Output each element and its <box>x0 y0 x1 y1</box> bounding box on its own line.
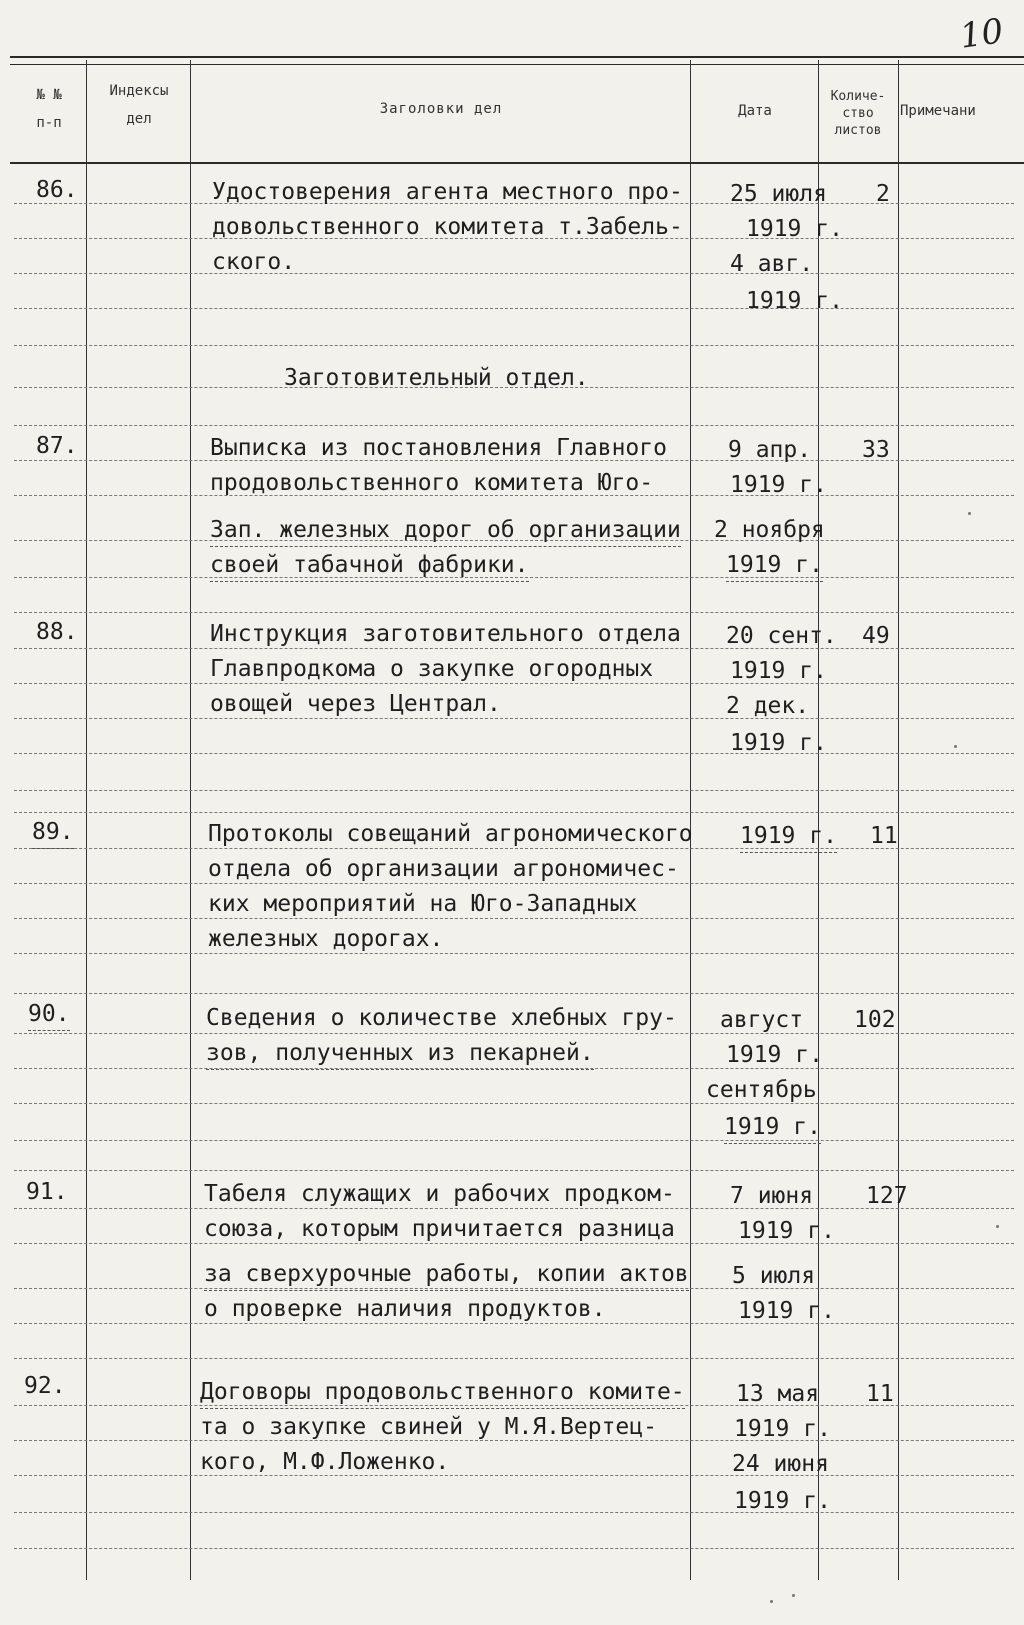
entry-number: 88. <box>36 619 78 645</box>
entry-sheet-count: 49 <box>862 623 890 649</box>
entry-date: 1919 г. <box>740 822 837 853</box>
page-number: 10 <box>957 11 1006 57</box>
entry-title-line: продовольственного комитета Юго- <box>210 470 654 496</box>
entry-date: 1919 г. <box>730 472 827 498</box>
entry-date: 1919 г. <box>724 1113 821 1144</box>
entry-title-line: Протоколы совещаний агрономического <box>208 821 693 847</box>
header-notes: Примечани <box>900 103 976 119</box>
entry-title-line: Табеля служащих и рабочих продком- <box>204 1181 675 1207</box>
entry-title-line: Сведения о количестве хлебных гру- <box>206 1005 677 1031</box>
entry-date: сентябрь <box>706 1077 817 1103</box>
entry-date: 1919 г. <box>734 1416 831 1442</box>
entry-date: 1919 г. <box>726 551 823 582</box>
entry-sheet-count: 127 <box>866 1183 908 1209</box>
header-date: Дата <box>738 103 772 119</box>
entry-title-line: союза, которым причитается разница <box>204 1216 675 1242</box>
entry-date: 5 июля <box>732 1263 816 1289</box>
entry-date: 4 авг. <box>730 251 814 277</box>
entry-title-line: зов, полученных из пекарней. <box>206 1039 594 1070</box>
entry-date: 13 мая <box>736 1381 820 1407</box>
column-divider <box>898 60 899 1580</box>
entry-date: 2 ноября <box>714 517 825 543</box>
entry-date: 1919 г. <box>730 658 827 684</box>
entry-date: 7 июня <box>730 1183 814 1209</box>
header-index: Индексы дел <box>109 83 169 127</box>
entry-number: 91. <box>26 1179 68 1205</box>
entry-title-line: ского. <box>212 249 296 275</box>
entry-title-line: о проверке наличия продуктов. <box>204 1296 606 1322</box>
header-titles: Заголовки дел <box>379 101 503 117</box>
entry-title-line: Удостоверения агента местного про- <box>212 179 683 205</box>
entry-date: 25 июля <box>730 181 827 207</box>
entry-date: 1919 г. <box>746 288 843 314</box>
entry-number: 89. <box>32 818 74 849</box>
entry-title-line: своей табачной фабрики. <box>210 551 529 582</box>
entry-number: 87. <box>36 433 78 459</box>
entry-sheet-count: 11 <box>866 1381 894 1407</box>
column-divider <box>190 60 191 1580</box>
entry-number: 92. <box>24 1373 66 1399</box>
entry-number: 86. <box>36 177 78 203</box>
entry-date: 1919 г. <box>746 216 843 242</box>
entry-title-line: Зап. железных дорог об организации <box>210 516 681 547</box>
header-sheet-count: Количе- ство листов <box>830 89 886 138</box>
entry-date: 2 дек. <box>726 693 810 719</box>
table-top-border-inner <box>10 64 1024 65</box>
entry-title-line: ких мероприятий на Юго-Западных <box>208 891 638 917</box>
entry-title-line: Выписка из постановления Главного <box>210 435 667 461</box>
entry-title-line: за сверхурочные работы, копии актов <box>204 1260 689 1291</box>
header-bottom-border <box>10 162 1024 164</box>
section-heading: Заготовительный отдел. <box>284 365 589 391</box>
entry-title-line: кого, М.Ф.Ложенко. <box>200 1449 450 1475</box>
entry-date: 1919 г. <box>738 1298 835 1324</box>
entry-title-line: Инструкция заготовительного отдела <box>210 621 681 647</box>
entry-title-line: отдела об организации агрономичес- <box>208 856 679 882</box>
entry-sheet-count: 11 <box>870 823 898 849</box>
entry-title-line: железных дорогах. <box>208 926 444 952</box>
entry-date: 1919 г. <box>734 1488 831 1514</box>
entry-sheet-count: 33 <box>862 437 890 463</box>
entry-title-line: довольственного комитета т.Забель- <box>212 214 683 240</box>
entry-title-line: Главпродкома о закупке огородных <box>210 656 654 682</box>
table-top-border <box>10 56 1024 58</box>
column-divider <box>86 60 87 1580</box>
entry-sheet-count: 2 <box>876 181 890 207</box>
entry-title-line: Договоры продовольственного комите- <box>200 1378 685 1409</box>
entry-title-line: та о закупке свиней у М.Я.Вертец- <box>200 1414 657 1440</box>
entry-date: 9 апр. <box>728 437 812 463</box>
entry-date: 24 июня <box>732 1451 829 1477</box>
entry-date: 1919 г. <box>730 730 827 756</box>
header-num: № № п-п <box>36 87 62 131</box>
entry-date: 1919 г. <box>738 1218 835 1244</box>
entry-date: 1919 г. <box>726 1042 823 1068</box>
entry-title-line: овощей через Централ. <box>210 691 501 717</box>
entry-number: 90. <box>28 1000 70 1031</box>
entry-sheet-count: 102 <box>854 1007 896 1033</box>
entry-date: август <box>720 1007 804 1033</box>
entry-date: 20 сент. <box>726 623 837 649</box>
